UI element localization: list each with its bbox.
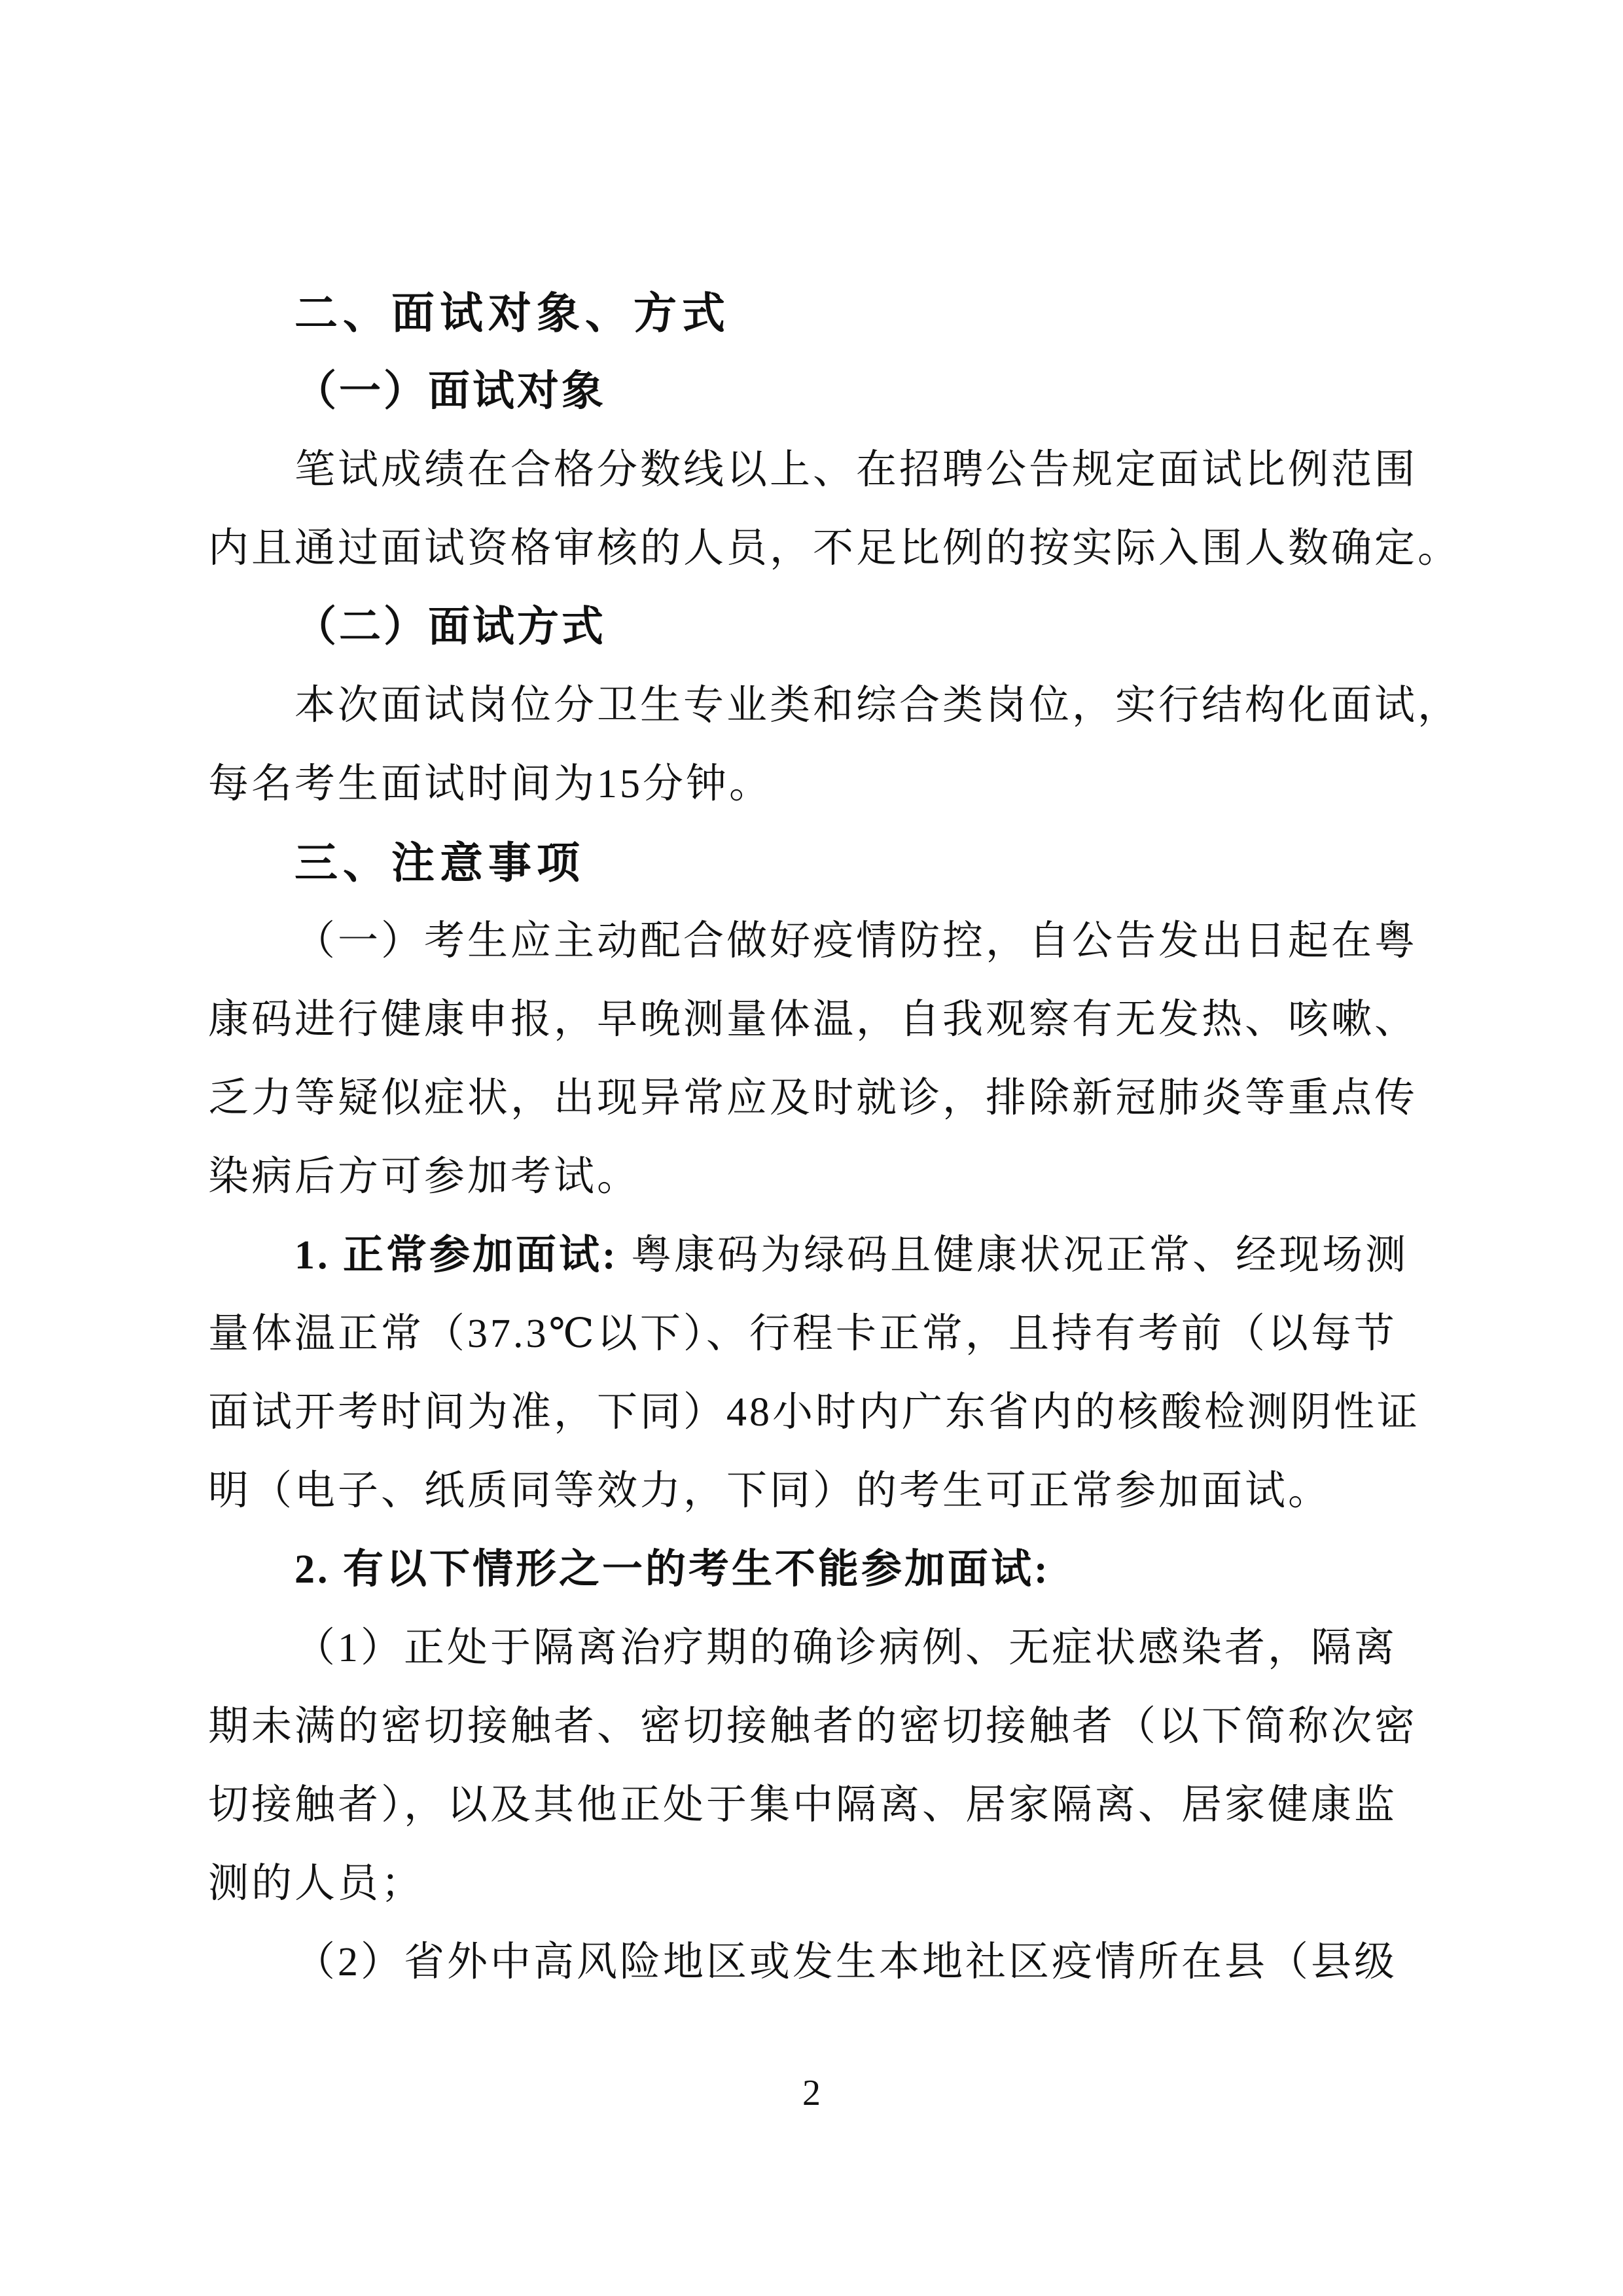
text-line: 量体温正常（37.3℃以下）、行程卡正常，且持有考前（以每节 (208, 1312, 1397, 1356)
subheading-interview-method: （二）面试方式 (294, 603, 606, 650)
text-line-item-1 (208, 1216, 1415, 1295)
text-line: 乏力等疑似症状，出现异常应及时就诊，排除新冠肺炎等重点传 (208, 1076, 1418, 1121)
text-line: 康码进行健康申报，早晚测量体温，自我观察有无发热、咳嗽、 (208, 997, 1418, 1042)
item-1-body: 粤康码为绿码且健康状况正常、经现场测 (631, 1233, 1409, 1278)
item-1-bold-lead: 1. 正常参加面试: (294, 1233, 632, 1278)
text-line: 染病后方可参加考试。 (208, 1155, 641, 1199)
text-line: 每名考生面试时间为15分钟。 (208, 762, 773, 806)
subheading-interview-subjects: （一）面试对象 (294, 368, 606, 414)
text-line-item-2: 2. 有以下情形之一的考生不能参加面试: (294, 1547, 1050, 1592)
text-line: 面试开考时间为准，下同）48小时内广东省内的核酸检测阴性证 (208, 1390, 1421, 1435)
page-number: 2 (802, 2073, 821, 2113)
section-heading-2: 二、面试对象、方式 (294, 289, 730, 337)
text-line-sub-1: （1）正处于隔离治疗期的确诊病例、无症状感染者，隔离 (294, 1626, 1398, 1670)
text-line: 明（电子、纸质同等效力，下同）的考生可正常参加面试。 (208, 1469, 1332, 1513)
text-line-sub-2: （2）省外中高风险地区或发生本地社区疫情所在县（县级 (294, 1940, 1398, 1984)
text-line: 本次面试岗位分卫生专业类和综合类岗位，实行结构化面试， (294, 683, 1461, 728)
text-line: 笔试成绩在合格分数线以上、在招聘公告规定面试比例范围 (294, 448, 1418, 492)
section-heading-3: 三、注意事项 (294, 838, 585, 887)
text-line: 期未满的密切接触者、密切接触者的密切接触者（以下简称次密 (208, 1704, 1418, 1749)
text-line: 切接触者），以及其他正处于集中隔离、居家隔离、居家健康监 (208, 1783, 1398, 1827)
text-line: 测的人员； (208, 1861, 425, 1906)
text-line: （一）考生应主动配合做好疫情防控，自公告发出日起在粤 (294, 919, 1418, 963)
text-line: 内且通过面试资格审核的人员，不足比例的按实际入围人数确定。 (208, 526, 1461, 571)
